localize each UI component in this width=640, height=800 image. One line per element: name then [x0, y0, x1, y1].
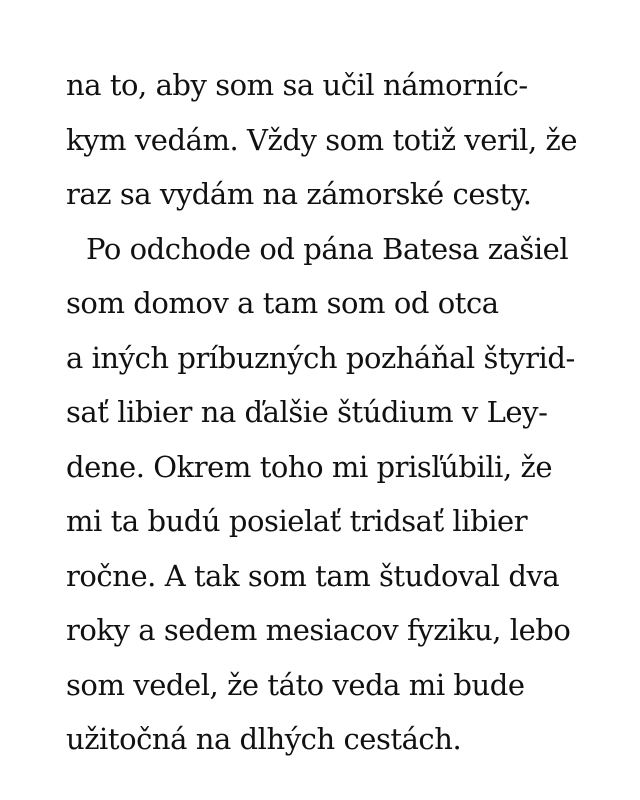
text-line-5: som domov a tam som od otca — [66, 286, 499, 320]
text-line-2: kym vedám. Vždy som totiž veril, že — [66, 122, 578, 157]
text-line-6: a iných príbuzných pozháňal štyrid- — [66, 340, 575, 375]
text-line-4: Po odchode od pána Batesa zašiel — [86, 231, 569, 266]
text-line-7: sať libier na ďalšie štúdium v Ley- — [66, 395, 548, 429]
body-text — [66, 58, 586, 767]
text-line-3: raz sa vydám na zámorské cesty. — [66, 177, 532, 211]
text-line-8: dene. Okrem toho mi prisľúbili, že — [66, 449, 553, 484]
text-line-10: ročne. A tak som tam študoval dva — [66, 558, 560, 593]
text-line-13: užitočná na dlhých cestách. — [66, 722, 462, 756]
text-line-11: roky a sedem mesiacov fyziku, lebo — [66, 613, 571, 647]
text-line-9: mi ta budú posielať tridsať libier — [66, 504, 528, 538]
text-line-1: na to, aby som sa učil námorníc- — [66, 68, 528, 102]
text-line-12: som vedel, že táto veda mi bude — [66, 667, 525, 702]
